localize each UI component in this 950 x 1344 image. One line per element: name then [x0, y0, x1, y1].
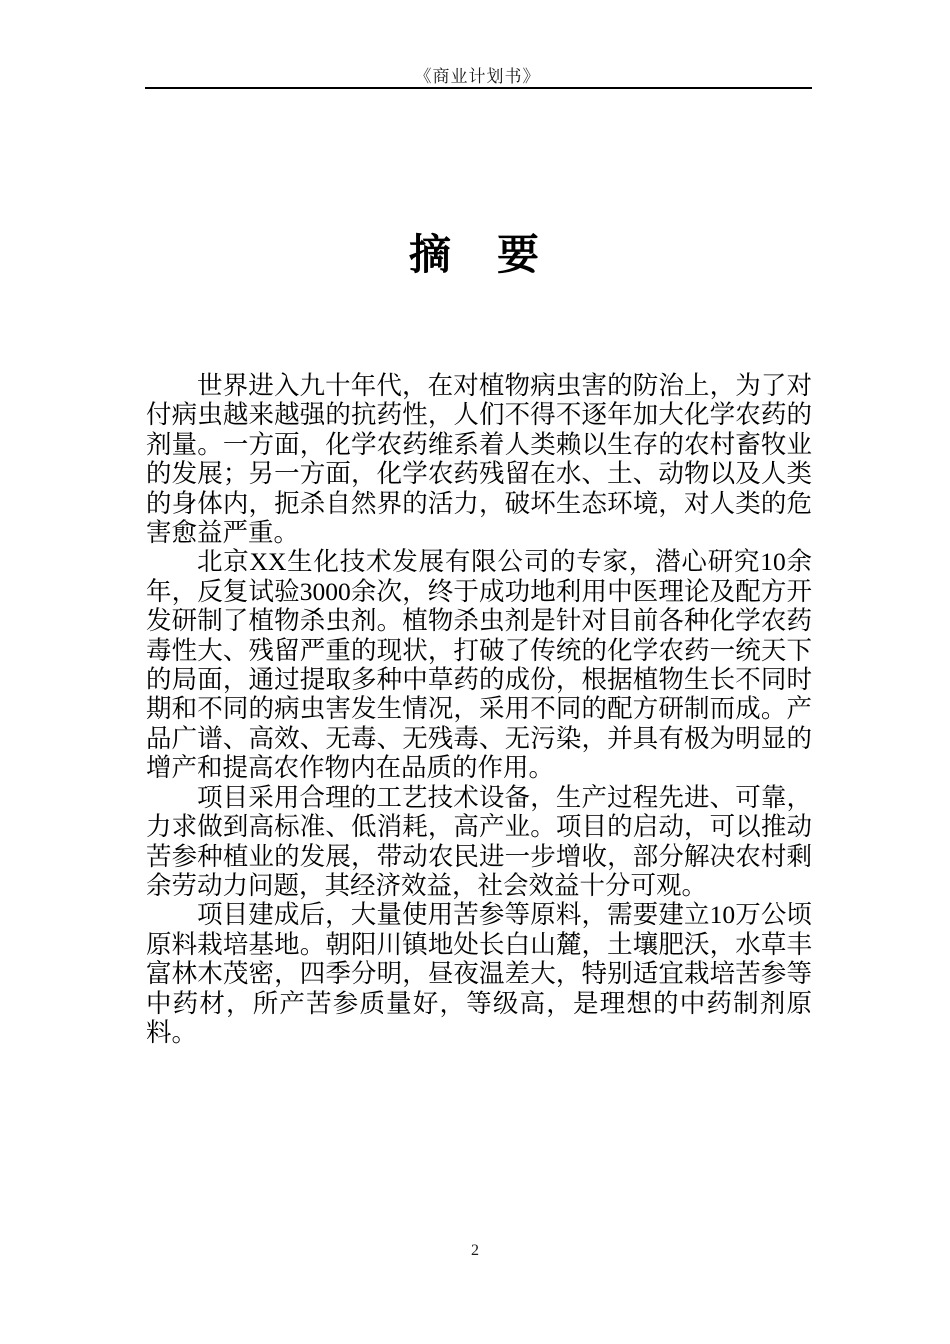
- header-rule: [145, 87, 812, 89]
- doc-title: 摘 要: [408, 233, 541, 279]
- paragraph-2: 北京XX生化技术发展有限公司的专家，潜心研究10余年，反复试验3000余次，终于成功地利用中医理论及配方开发研制了植物杀虫剂。植物杀虫剂是针对目前各种化学农药毒性大、残留严重的现状，打破了传统的化学农药一统天下的局面，通过提取多种中草药的成份，根据植物生长不同时期和不同的病虫害发生情况，采用不同的配方研制而成。产品广谱、高效、无毒、无残毒、无污染，并具有极为明显的增产和提高农作物内在品质的作用。: [146, 547, 812, 783]
- header-title: 《商业计划书》: [414, 67, 541, 86]
- page-footer: [0, 1242, 950, 1260]
- doc-body: [146, 371, 812, 1047]
- page-header: [145, 62, 810, 87]
- paragraph-3: 项目采用合理的工艺技术设备，生产过程先进、可靠，力求做到高标准、低消耗，高产业。项目的启动，可以推动苦参种植业的发展，带动农民进一步增收，部分解决农村剩余劳动力问题，其经济效益，社会效益十分可观。: [146, 782, 812, 900]
- paragraph-4: 项目建成后，大量使用苦参等原料，需要建立10万公顷原料栽培基地。朝阳川镇地处长白山麓，土壤肥沃，水草丰富林木茂密，四季分明，昼夜温差大，特别适宜栽培苦参等中药材，所产苦参质量好，等级高，是理想的中药制剂原料。: [146, 900, 812, 1047]
- page-number: 2: [471, 1242, 479, 1259]
- paragraph-1: 世界进入九十年代，在对植物病虫害的防治上，为了对付病虫越来越强的抗药性，人们不得不逐年加大化学农药的剂量。一方面，化学农药维系着人类赖以生存的农村畜牧业的发展；另一方面，化学农药残留在水、土、动物以及人类的身体内，扼杀自然界的活力，破坏生态环境，对人类的危害愈益严重。: [146, 371, 812, 548]
